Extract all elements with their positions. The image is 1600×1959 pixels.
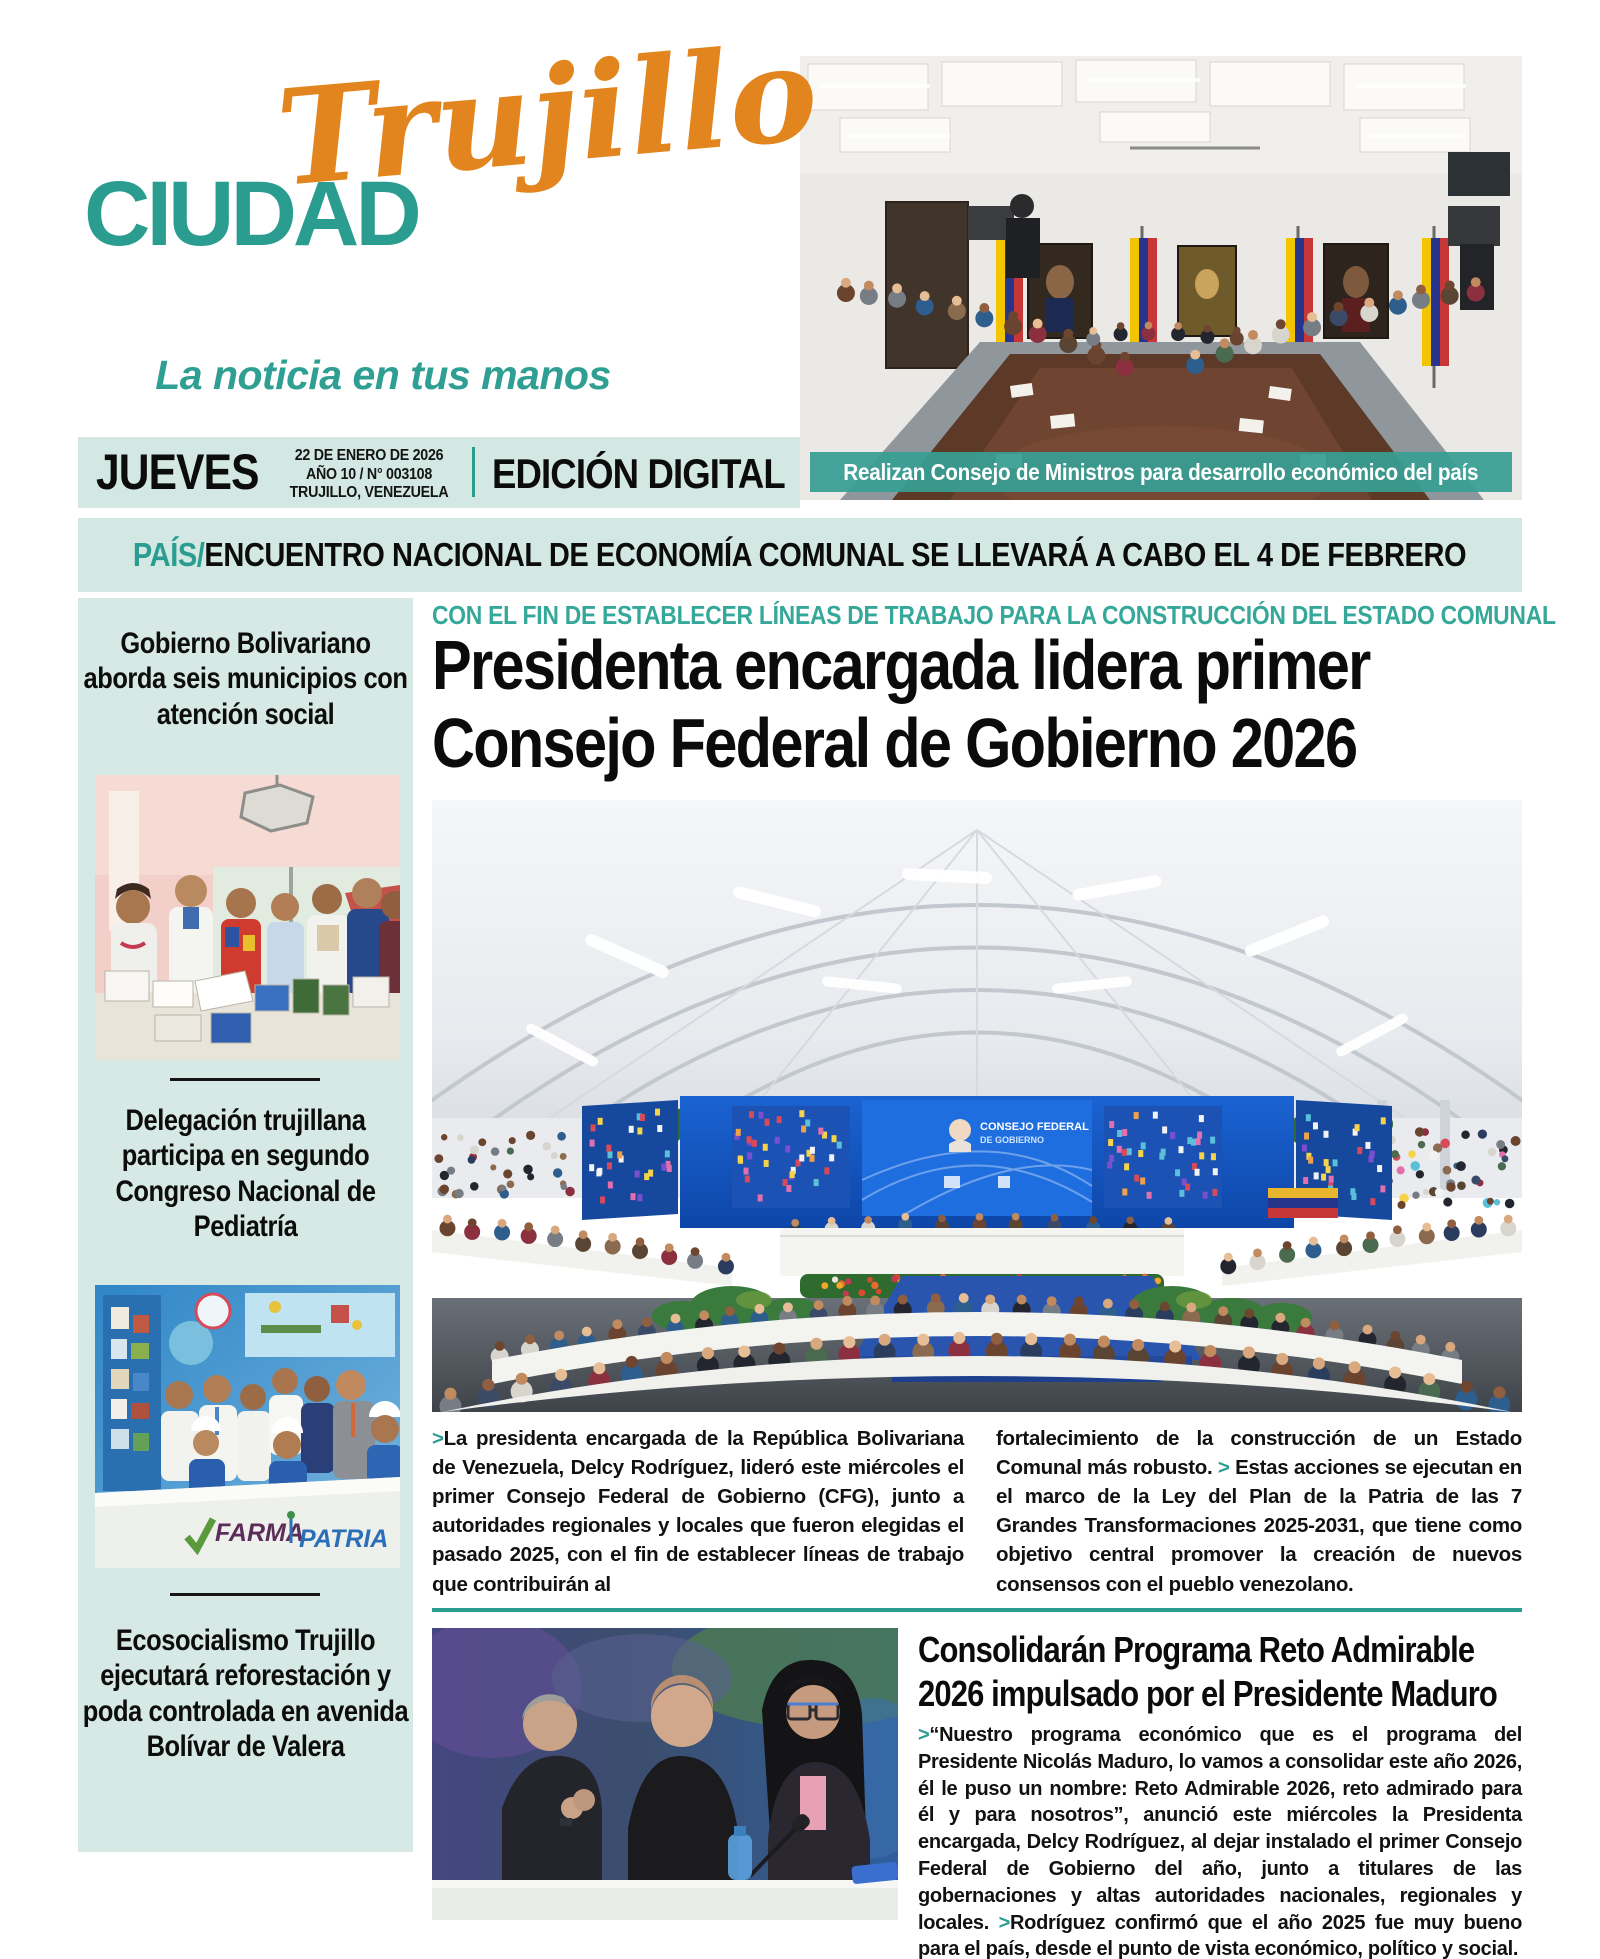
body-marker: > [432, 1427, 444, 1450]
body-marker: > [1217, 1456, 1230, 1480]
edition-number: AÑO 10 / N° 003108 [306, 465, 432, 483]
masthead-trujillo: Trujillo [271, 15, 824, 217]
cabinet-meeting-photo-illustration [800, 56, 1522, 500]
main-body-text-2a: fortalecimiento de la construcción de un Estado Comunal más robusto. [996, 1427, 1522, 1480]
date-info [282, 447, 457, 503]
main-body-text-2b: Estas acciones se ejecutan en el marco de la Ley del Plan de la Patria de las 7 Grandes Transformaciones 2025-2031, que tiene como objetivo central promover la creación de nuevos consensos con el pueblo venezolano. [996, 1456, 1523, 1596]
main-body-column-1 [432, 1424, 964, 1599]
body-marker: > [998, 1911, 1011, 1934]
sidebar-divider-2 [170, 1593, 320, 1596]
masthead-ciudad: CIUDAD [84, 163, 418, 265]
main-body-text-1: La presidenta encargada de la República Bolivariana de Venezuela, Delcy Rodríguez, lideró este miércoles el primer Consejo Federal de Gobierno (CFG), junto a autoridades regionales y locales que fueron elegidas el pasado 2025, con el fin de establecer líneas de trabajo que contribuirán al [432, 1427, 964, 1596]
second-headline-line-2: 2026 impulsado por el Presidente Maduro [918, 1673, 1497, 1714]
section-banner [78, 518, 1522, 592]
social-care-photo-illustration [95, 775, 400, 1060]
sidebar-story-1-title: Gobierno Bolivariano aborda seis municipios con atención social [83, 627, 408, 731]
section-rule [432, 1608, 1522, 1612]
main-headline-line-1: Presidenta encargada lidera primer [432, 626, 1370, 704]
second-headline-line-1: Consolidarán Programa Reto Admirable [918, 1629, 1475, 1670]
date-bar [78, 437, 800, 508]
date-bar-divider [472, 447, 475, 497]
main-body-column-2 [996, 1424, 1522, 1599]
main-headline-line-2: Consejo Federal de Gobierno 2026 [432, 704, 1357, 782]
delcy-photo-illustration [432, 1628, 898, 1920]
banner-section-label: PAÍS/ [133, 536, 205, 573]
body-marker: > [918, 1724, 930, 1746]
banner-line [133, 536, 1466, 574]
farmapatria-photo-illustration [95, 1285, 400, 1568]
edition-label: EDICIÓN DIGITAL [492, 450, 785, 497]
stage-screen-text-line2: DE GOBIERNO [980, 1135, 1045, 1145]
farmapatria-logo-patria: PATRIA [299, 1525, 389, 1553]
second-photo-delcy-rodriguez [432, 1628, 898, 1920]
top-photo-caption: Realizan Consejo de Ministros para desarrollo económico del país [843, 458, 1479, 485]
main-photo-consejo-federal [432, 800, 1522, 1412]
consejo-federal-photo-illustration [432, 800, 1522, 1412]
date-line: 22 DE ENERO DE 2026 [294, 447, 444, 464]
top-photo-cabinet-meeting [800, 56, 1522, 500]
masthead-tagline: La noticia en tus manos [155, 352, 611, 398]
sidebar-story-2-title: Delegación trujillana participa en segundo Congreso Nacional de Pediatría [115, 1104, 376, 1244]
sidebar-divider-1 [170, 1078, 320, 1081]
second-body-text-1: “Nuestro programa económico que es el programa del Presidente Nicolás Maduro, lo vamos a consolidar este año 2026, él le puso un nombre: Reto Admirable 2026, reto admirado para él y para nosotros”, anunció este miércoles la Presidenta encargada, Delcy Rodríguez, al dejar instalado el primer Consejo Federal de Gobierno del año, junto a titulares de las gobernaciones y altas autoridades nacionales, regionales y locales. [918, 1724, 1522, 1934]
top-photo-caption-bar [810, 452, 1512, 492]
sidebar [78, 598, 413, 1852]
main-story-kicker: CON EL FIN DE ESTABLECER LÍNEAS DE TRABAJO PARA LA CONSTRUCCIÓN DEL ESTADO COMUNAL [432, 600, 1556, 630]
sidebar-photo-1-social-care [95, 775, 400, 1060]
farmapatria-logo-farma: FARMA [215, 1519, 304, 1547]
second-body-text-2: Rodríguez confirmó que el año 2025 fue muy bueno para el país, desde el punto de vista económico, político y social. [918, 1911, 1522, 1959]
location-line: TRUJILLO, VENEZUELA [289, 484, 449, 502]
stage-screen-text-line1: CONSEJO FEDERAL [980, 1121, 1089, 1133]
day-label: JUEVES [96, 444, 259, 500]
banner-headline: ENCUENTRO NACIONAL DE ECONOMÍA COMUNAL SE LLEVARÁ A CABO EL 4 DE FEBRERO [204, 536, 1467, 573]
second-body [918, 1722, 1522, 1959]
sidebar-photo-2-farmapatria [95, 1285, 400, 1568]
sidebar-story-3-title: Ecosocialismo Trujillo ejecutará reforestación y poda controlada en avenida Bolívar de Valera [82, 1624, 409, 1764]
